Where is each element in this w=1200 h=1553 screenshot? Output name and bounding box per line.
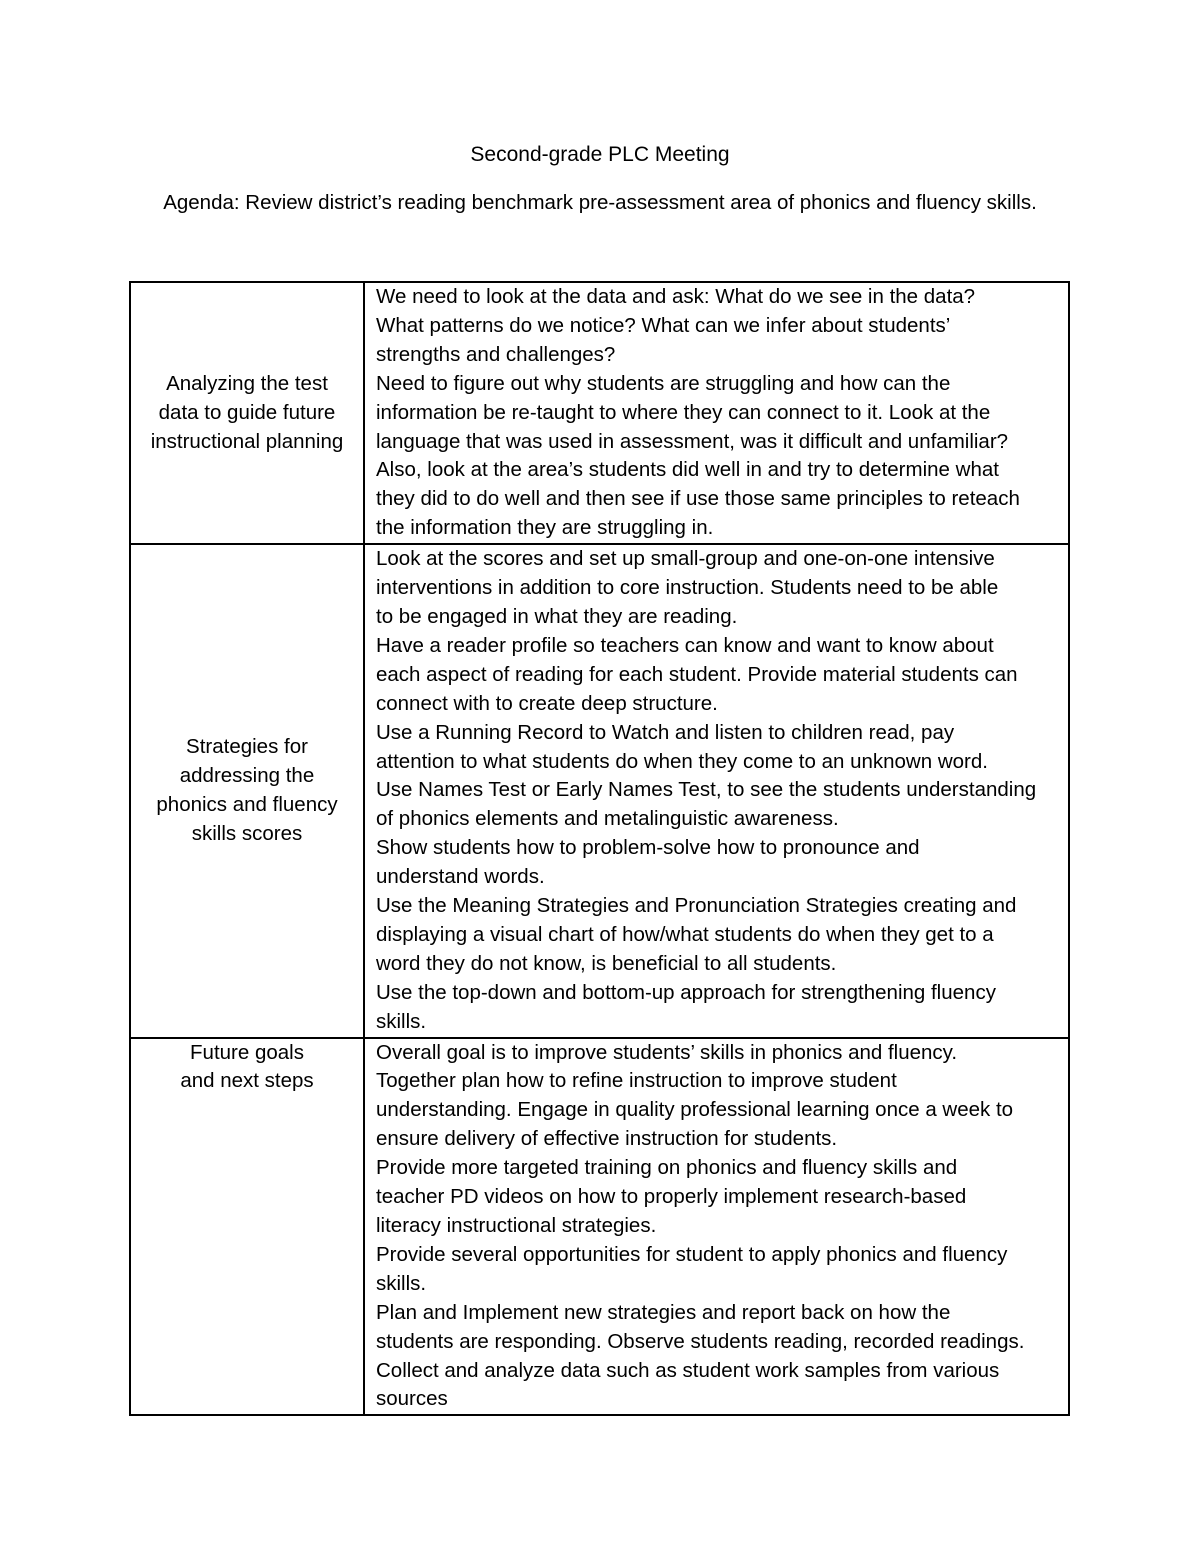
plc-table	[129, 281, 1070, 1416]
heading-line: data to guide future	[158, 400, 336, 424]
table-row	[130, 1038, 1069, 1416]
content-line: What patterns do we notice? What can we infer about students’	[376, 313, 951, 337]
heading-line: Strategies for	[186, 735, 308, 759]
content-line: Use the top-down and bottom-up approach for strengthening fluency	[376, 980, 996, 1004]
heading-line: and next steps	[180, 1069, 314, 1093]
content-line: to be engaged in what they are reading.	[376, 604, 738, 628]
content-line: understanding. Engage in quality professional learning once a week to	[376, 1098, 1014, 1122]
table-row	[130, 544, 1069, 1037]
content-line: the information they are struggling in.	[376, 516, 714, 540]
content-line: Have a reader profile so teachers can know and want to know about	[376, 633, 994, 657]
row-heading-cell	[130, 544, 364, 1037]
content-line: Overall goal is to improve students’ skills in phonics and fluency.	[376, 1040, 958, 1064]
content-line: literacy instructional strategies.	[376, 1214, 657, 1237]
content-line: skills.	[376, 1271, 427, 1295]
heading-line: skills scores	[191, 821, 303, 845]
agenda-line: Agenda: Review district’s reading benchmark pre-assessment area of phonics and fluency skills.	[163, 191, 1037, 214]
content-line: each aspect of reading for each student. Provide material students can	[376, 662, 1018, 686]
content-line: Look at the scores and set up small-group and one-on-one intensive	[376, 547, 995, 571]
heading-line: phonics and fluency	[156, 792, 338, 816]
content-line: Together plan how to refine instruction to improve student	[376, 1069, 897, 1093]
row-heading-cell	[130, 282, 364, 544]
content-line: they did to do well and then see if use those same principles to reteach	[376, 487, 1020, 511]
content-line: students are responding. Observe students reading, recorded readings.	[376, 1329, 1025, 1353]
content-line: word they do not know, is beneficial to all students.	[376, 951, 837, 975]
row-content-cell	[364, 1038, 1069, 1416]
content-line: Need to figure out why students are struggling and how can the	[376, 371, 951, 395]
content-line: teacher PD videos on how to properly implement research-based	[376, 1185, 967, 1209]
content-line: ensure delivery of effective instruction for students.	[376, 1127, 838, 1151]
row-heading-cell	[130, 1038, 364, 1416]
content-line: sources	[376, 1387, 448, 1411]
content-line: Use a Running Record to Watch and listen to children read, pay	[376, 720, 955, 744]
content-line: attention to what students do when they come to an unknown word.	[376, 749, 988, 773]
content-line: Use Names Test or Early Names Test, to see the students understanding	[376, 778, 1037, 802]
content-line: Show students how to problem-solve how to pronounce and	[376, 836, 920, 860]
content-line: displaying a visual chart of how/what students do when they get to a	[376, 922, 994, 946]
content-line: Provide several opportunities for student to apply phonics and fluency	[376, 1242, 1008, 1266]
heading-line: Analyzing the test	[166, 371, 328, 395]
content-line: Use the Meaning Strategies and Pronunciation Strategies creating and	[376, 894, 1017, 918]
content-line: understand words.	[376, 865, 545, 889]
row-content-cell	[364, 544, 1069, 1037]
content-line: interventions in addition to core instruction. Students need to be able	[376, 576, 999, 600]
content-line: language that was used in assessment, was it difficult and unfamiliar?	[376, 429, 1009, 453]
content-line: of phonics elements and metalinguistic awareness.	[376, 807, 839, 831]
heading-line: Future goals	[190, 1040, 304, 1064]
content-line: Provide more targeted training on phonics and fluency skills and	[376, 1156, 958, 1180]
content-line: information be re-taught to where they can connect to it. Look at the	[376, 400, 991, 424]
content-line: We need to look at the data and ask: What do we see in the data?	[376, 285, 976, 308]
heading-line: instructional planning	[150, 429, 344, 453]
heading-line: addressing the	[179, 763, 315, 787]
content-line: strengths and challenges?	[376, 342, 616, 366]
content-line: Collect and analyze data such as student work samples from various	[376, 1358, 1000, 1382]
content-line: Also, look at the area’s students did well in and try to determine what	[376, 458, 999, 482]
row-content-cell	[364, 282, 1069, 544]
content-line: Plan and Implement new strategies and report back on how the	[376, 1300, 951, 1324]
page-title: Second-grade PLC Meeting	[470, 143, 730, 166]
content-line: skills.	[376, 1009, 427, 1033]
table-row	[130, 282, 1069, 544]
content-line: connect with to create deep structure.	[376, 691, 718, 715]
